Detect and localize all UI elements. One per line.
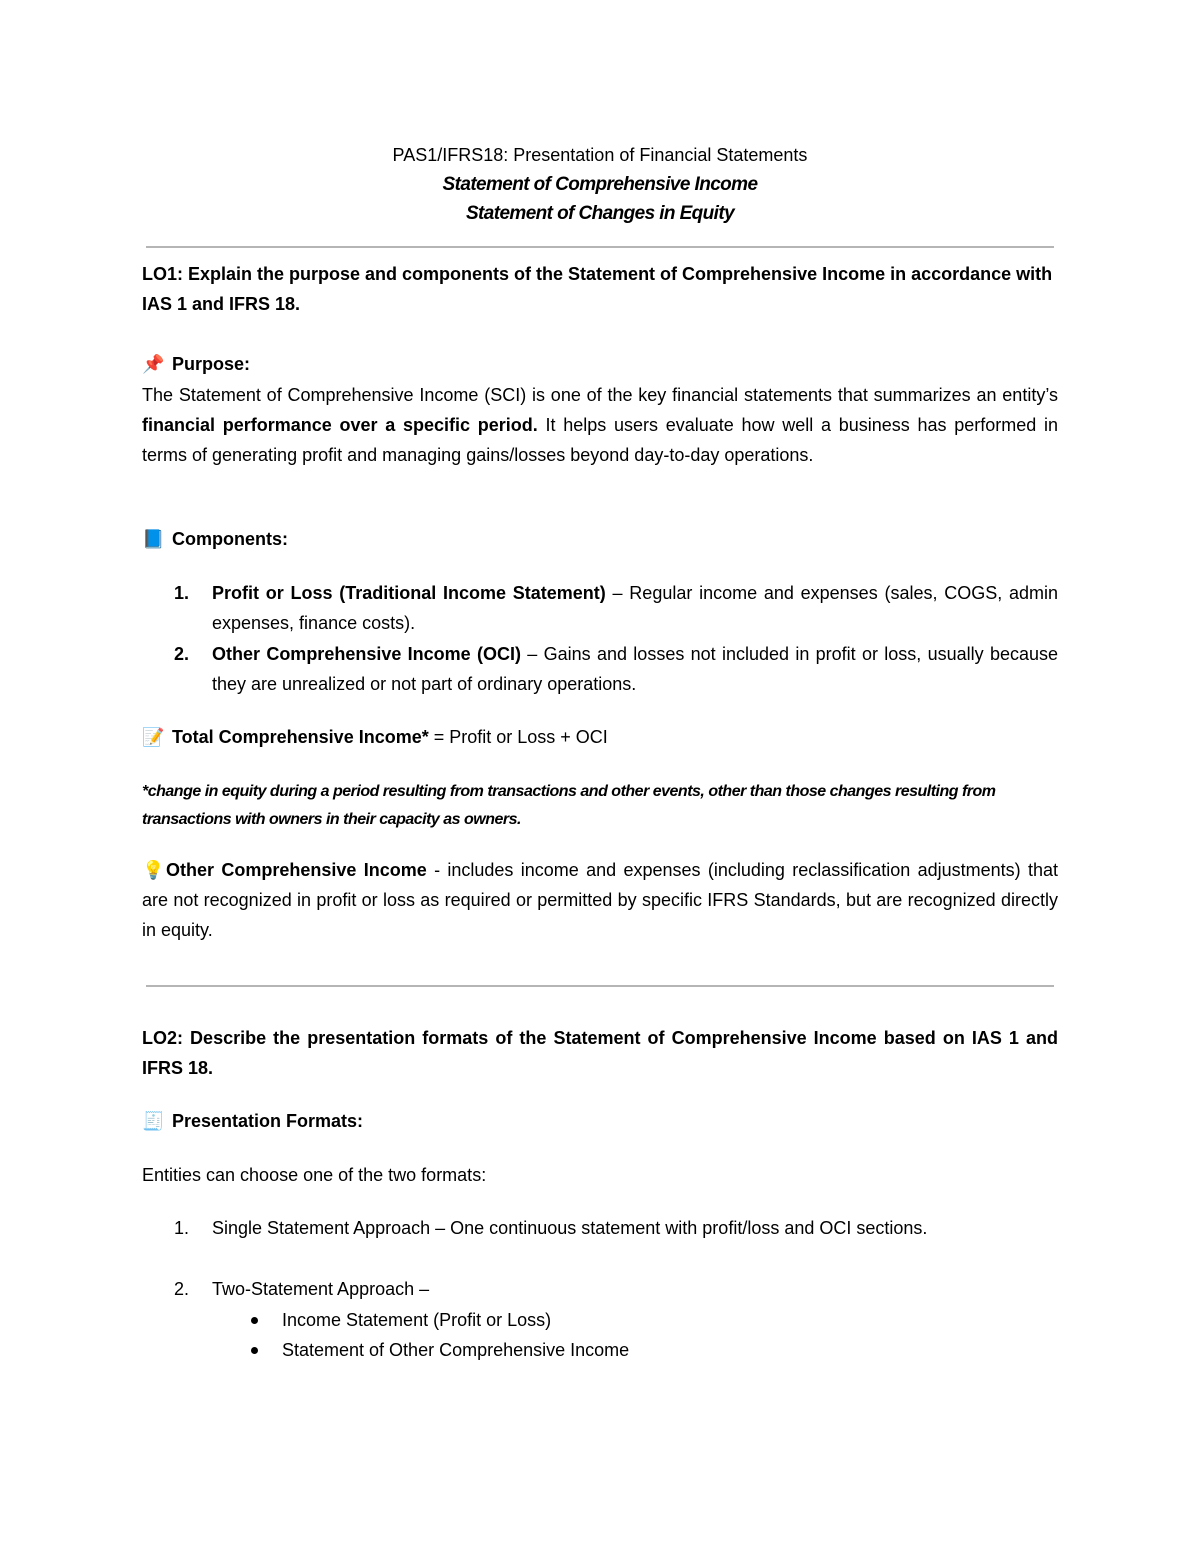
bullet-dot — [251, 1347, 258, 1354]
blue-book-icon: 📘 — [142, 529, 165, 549]
purpose-label: Purpose: — [172, 354, 251, 374]
formats-heading — [142, 1106, 1058, 1136]
purpose-paragraph — [142, 380, 1058, 470]
total-comprehensive-income — [142, 722, 1058, 752]
bullet-item — [240, 1305, 940, 1335]
pushpin-icon: 📌 — [142, 354, 165, 374]
bullet-item — [240, 1335, 940, 1365]
purpose-text-1: The Statement of Comprehensive Income (SCI) is one of the key financial statements that summarizes an entity’s — [142, 385, 1058, 405]
divider-middle — [146, 985, 1054, 987]
lightbulb-icon: 💡 — [142, 860, 165, 880]
lo1-heading: LO1: Explain the purpose and components of the Statement of Comprehensive Income in accordance with IAS 1 and IFRS 18. — [142, 264, 1053, 314]
purpose-heading — [142, 349, 1058, 379]
format-text: Two-Statement Approach – — [212, 1279, 430, 1299]
list-item — [142, 639, 1058, 699]
component-text: – Regular income and expenses (sales, COGS, admin expenses, finance costs). — [212, 583, 1058, 633]
receipt-icon: 🧾 — [142, 1111, 165, 1131]
formats-label: Presentation Formats: — [172, 1111, 364, 1131]
bullet-dot — [251, 1317, 258, 1324]
list-item — [142, 578, 1058, 638]
list-number: 2. — [174, 1279, 190, 1299]
memo-icon: 📝 — [142, 727, 165, 747]
component-text: – Gains and losses not included in profit or loss, usually because they are unrealized or not part of ordinary operations. — [212, 644, 1059, 694]
component-title: Profit or Loss (Traditional Income Statement) — [212, 583, 606, 603]
purpose-text-bold: financial performance over a specific period. — [142, 415, 538, 435]
lo2-heading: LO2: Describe the presentation formats of the Statement of Comprehensive Income based on IAS 1 and IFRS 18. — [142, 1028, 1058, 1078]
oci-label: Other Comprehensive Income — [166, 860, 427, 880]
document-title: PAS1/IFRS18: Presentation of Financial Statements — [392, 145, 808, 165]
list-number: 1. — [174, 1218, 190, 1238]
total-formula: = Profit or Loss + OCI — [428, 727, 608, 747]
footnote: *change in equity during a period resulting from transactions and other events, other than those changes resulting from transactions with owners in their capacity as owners. — [142, 783, 996, 828]
list-item — [142, 1274, 1058, 1304]
bullet-text: Income Statement (Profit or Loss) — [282, 1310, 552, 1330]
formats-intro: Entities can choose one of the two formats: — [142, 1165, 487, 1185]
oci-paragraph — [142, 855, 1058, 945]
format-text: Single Statement Approach – One continuous statement with profit/loss and OCI sections. — [212, 1218, 928, 1238]
oci-text: - includes income and expenses (including reclassification adjustments) that are not recognized in profit or loss as required or permitted by specific IFRS Standards, but are recognized directly in equity. — [142, 860, 1058, 940]
components-label: Components: — [172, 529, 288, 549]
subtitle-sce: Statement of Changes in Equity — [465, 203, 735, 224]
list-item — [142, 1213, 1058, 1243]
bullet-text: Statement of Other Comprehensive Income — [282, 1340, 630, 1360]
total-label: Total Comprehensive Income* — [172, 727, 429, 747]
divider-top — [146, 246, 1054, 248]
purpose-text-2: It helps users evaluate how well a business has performed in terms of generating profit and managing gains/losses beyond day-to-day operations. — [142, 415, 1058, 465]
component-title: Other Comprehensive Income (OCI) — [212, 644, 521, 664]
list-number: 1. — [174, 583, 190, 603]
list-number: 2. — [174, 644, 190, 664]
subtitle-sci: Statement of Comprehensive Income — [442, 174, 758, 195]
components-heading — [142, 524, 1058, 554]
